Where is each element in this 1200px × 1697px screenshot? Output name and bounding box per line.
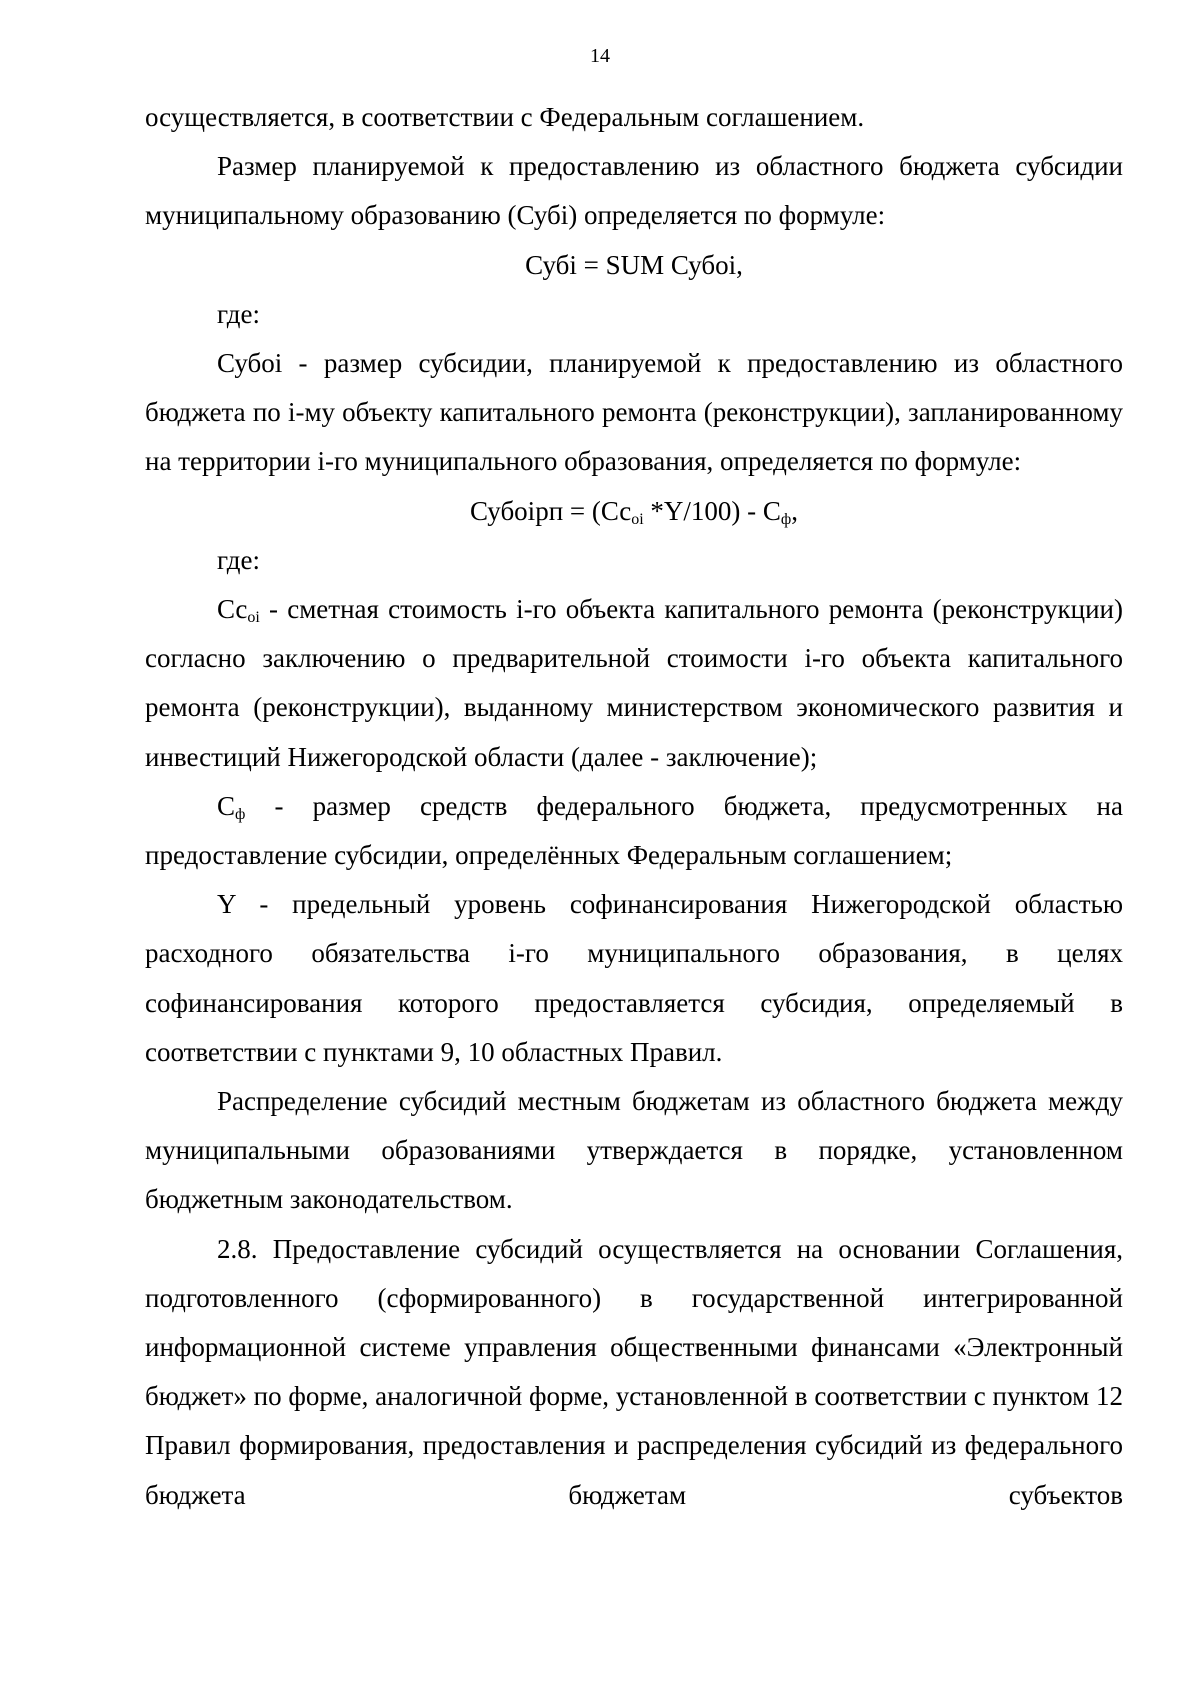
where-label-2: где: [217, 544, 260, 575]
paragraph-cf-definition [145, 782, 1123, 880]
where-label-1: где: [217, 298, 260, 329]
term-c-subscript: ф [235, 805, 246, 823]
paragraph-suboi-definition: Субоi - размер субсидии, планируемой к предоставлению из областного бюджета по i-му объекту капитального ремонта (реконструкции), запланированному на территории i-го муниципального образования, определяется по формуле: [145, 348, 1123, 477]
formula-subscript-oi: oi [631, 510, 644, 528]
page-number: 14 [590, 45, 610, 67]
formula-part-c: , [791, 495, 799, 526]
term-cc-subscript: oi [247, 609, 260, 627]
formula-suboirp [145, 487, 1123, 536]
paragraph-ccoi-definition [145, 585, 1123, 782]
term-c: С [217, 790, 236, 821]
term-c-text: - размер средств федерального бюджета, предусмотренных на предоставление субсидии, определённых Федеральным соглашением; [145, 790, 1123, 871]
paragraph-distribution: Распределение субсидий местным бюджетам из областного бюджета между муниципальными образованиями утверждается в порядке, установленном бюджетным законодательством. [145, 1086, 1123, 1215]
paragraph-y-definition: Y - предельный уровень софинансирования Нижегородской областью расходного обязательства i-го муниципального образования, в целях софинансирования которого предоставляется субсидия, определяемый в соответствии с пунктами 9, 10 областных Правил. [145, 889, 1123, 1067]
formula-subi: Субi = SUM Субоi, [525, 249, 743, 280]
term-cc: Сс [217, 594, 248, 625]
term-cc-text: - сметная стоимость i-го объекта капитального ремонта (реконструкции) согласно заключению о предварительной стоимости i-го объекта капитального ремонта (реконструкции), выданному министерством экономического развития и инвестиций Нижегородской области (далее - заключение); [145, 594, 1123, 772]
formula-subscript-f: ф [780, 510, 792, 528]
paragraph-2-8: 2.8. Предоставление субсидий осуществляется на основании Соглашения, подготовленного (сформированного) в государственной интегрированной информационной системе управления общественными финансами «Электронный бюджет» по форме, аналогичной форме, установленной в соответствии с пунктом 12 Правил формирования, предоставления и распределения субсидий из федерального бюджета бюджетам субъектов [145, 1233, 1123, 1510]
paragraph-subsidy-size: Размер планируемой к предоставлению из областного бюджета субсидии муниципальному образованию (Субi) определяется по формуле: [145, 151, 1123, 231]
formula-part-b: *Y/100) - С [643, 495, 781, 526]
paragraph-continuation: осуществляется, в соответствии с Федеральным соглашением. [145, 102, 865, 132]
document-body [145, 93, 1123, 1520]
formula-part-a: Субоiрп = (Сс [469, 495, 632, 526]
